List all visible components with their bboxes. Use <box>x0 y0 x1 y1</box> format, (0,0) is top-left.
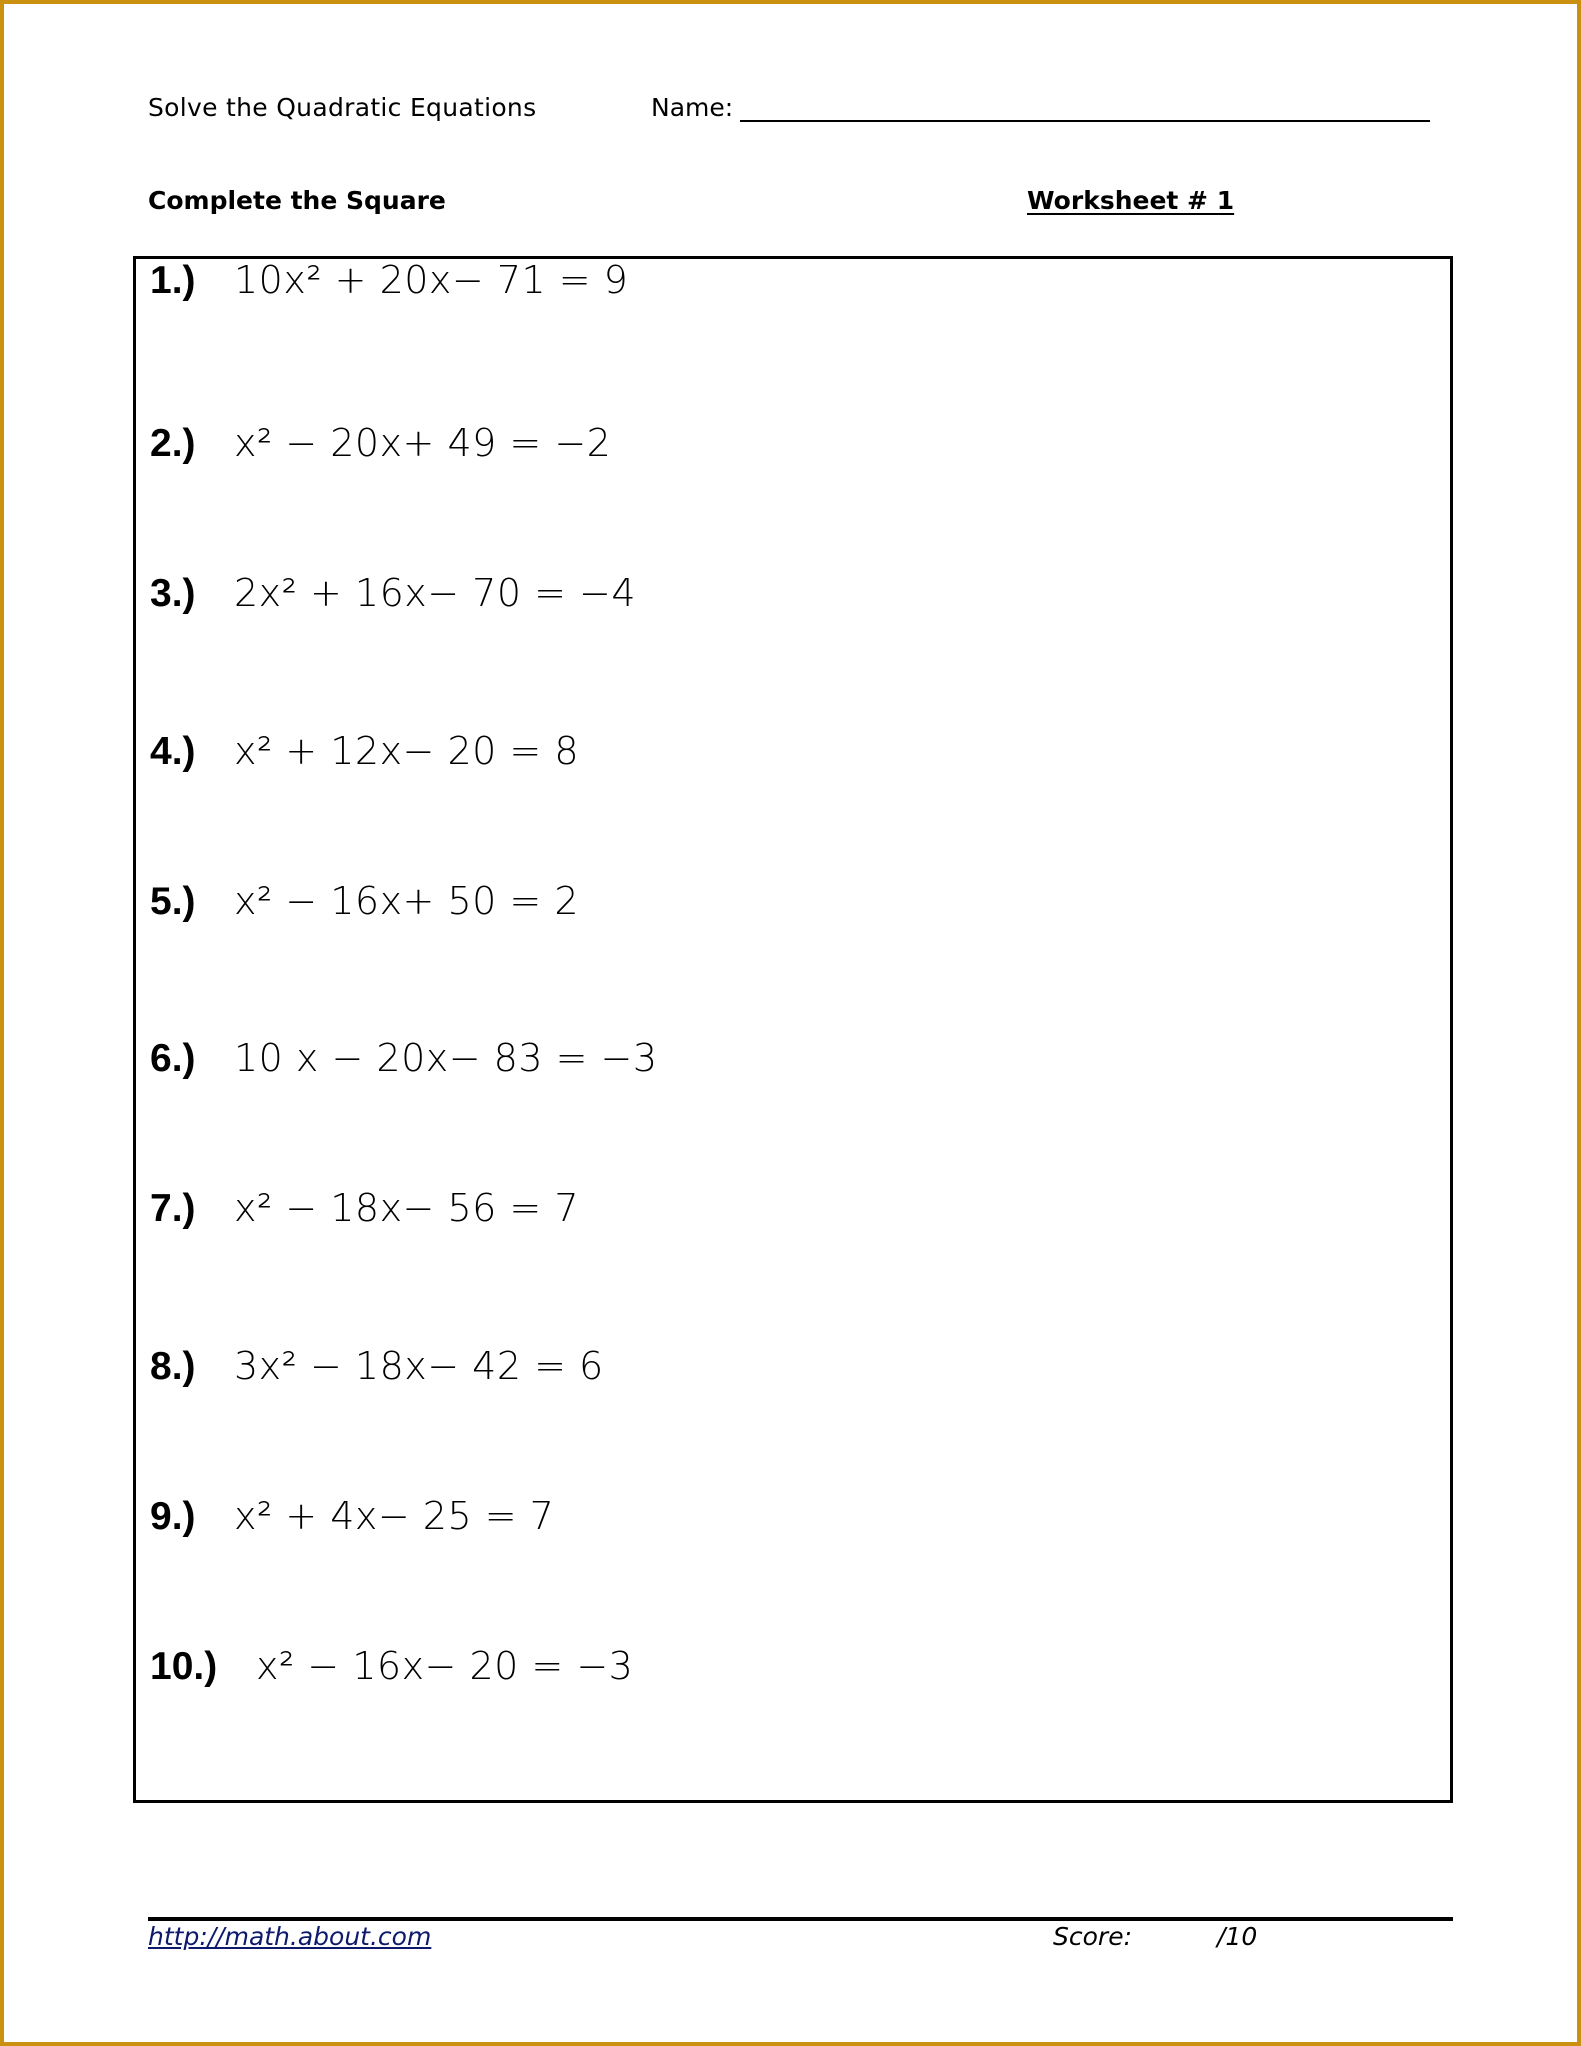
problem-equation: x² − 16x− 20 = −3 <box>256 1644 634 1688</box>
problem-equation: x² − 20x+ 49 = −2 <box>234 421 612 465</box>
problem-number: 9.) <box>150 1495 196 1538</box>
problem-equation: 2x² + 16x− 70 = −4 <box>234 571 637 615</box>
problem-equation: x² − 16x+ 50 = 2 <box>234 879 580 923</box>
problem-item <box>150 421 611 471</box>
problem-item <box>150 1036 658 1086</box>
problem-equation: 3x² − 18x− 42 = 6 <box>234 1344 604 1388</box>
problem-number: 8.) <box>150 1345 196 1388</box>
score-total: /10 <box>1217 1922 1258 1951</box>
problem-equation: 10x² + 20x− 71 = 9 <box>234 258 629 302</box>
source-link[interactable]: http://math.about.com <box>148 1922 432 1951</box>
problem-number: 3.) <box>150 572 196 615</box>
worksheet-number: Worksheet # 1 <box>1027 186 1235 215</box>
worksheet-title: Solve the Quadratic Equations <box>148 93 537 122</box>
footer-divider <box>148 1917 1453 1921</box>
name-label: Name: <box>651 93 734 122</box>
problem-number: 10.) <box>150 1645 218 1688</box>
problem-item <box>150 258 628 308</box>
problems-box <box>133 256 1453 1803</box>
problem-item <box>150 729 579 779</box>
problem-equation: x² − 18x− 56 = 7 <box>234 1186 580 1230</box>
problem-number: 1.) <box>150 259 196 302</box>
problem-number: 2.) <box>150 422 196 465</box>
problem-number: 6.) <box>150 1037 196 1080</box>
score-label: Score: <box>1053 1922 1132 1951</box>
problem-item <box>150 1186 579 1236</box>
problem-item <box>150 879 579 929</box>
problem-item <box>150 1494 554 1544</box>
problem-equation: 10 x − 20x− 83 = −3 <box>234 1036 658 1080</box>
problem-equation: x² + 12x− 20 = 8 <box>234 729 580 773</box>
problem-number: 7.) <box>150 1187 196 1230</box>
name-field-line[interactable] <box>740 120 1430 122</box>
problem-equation: x² + 4x− 25 = 7 <box>234 1494 555 1538</box>
problem-item <box>150 1644 633 1694</box>
problem-item <box>150 571 636 621</box>
problem-item <box>150 1344 604 1394</box>
problem-number: 4.) <box>150 730 196 773</box>
problem-number: 5.) <box>150 880 196 923</box>
section-subtitle: Complete the Square <box>148 186 446 215</box>
